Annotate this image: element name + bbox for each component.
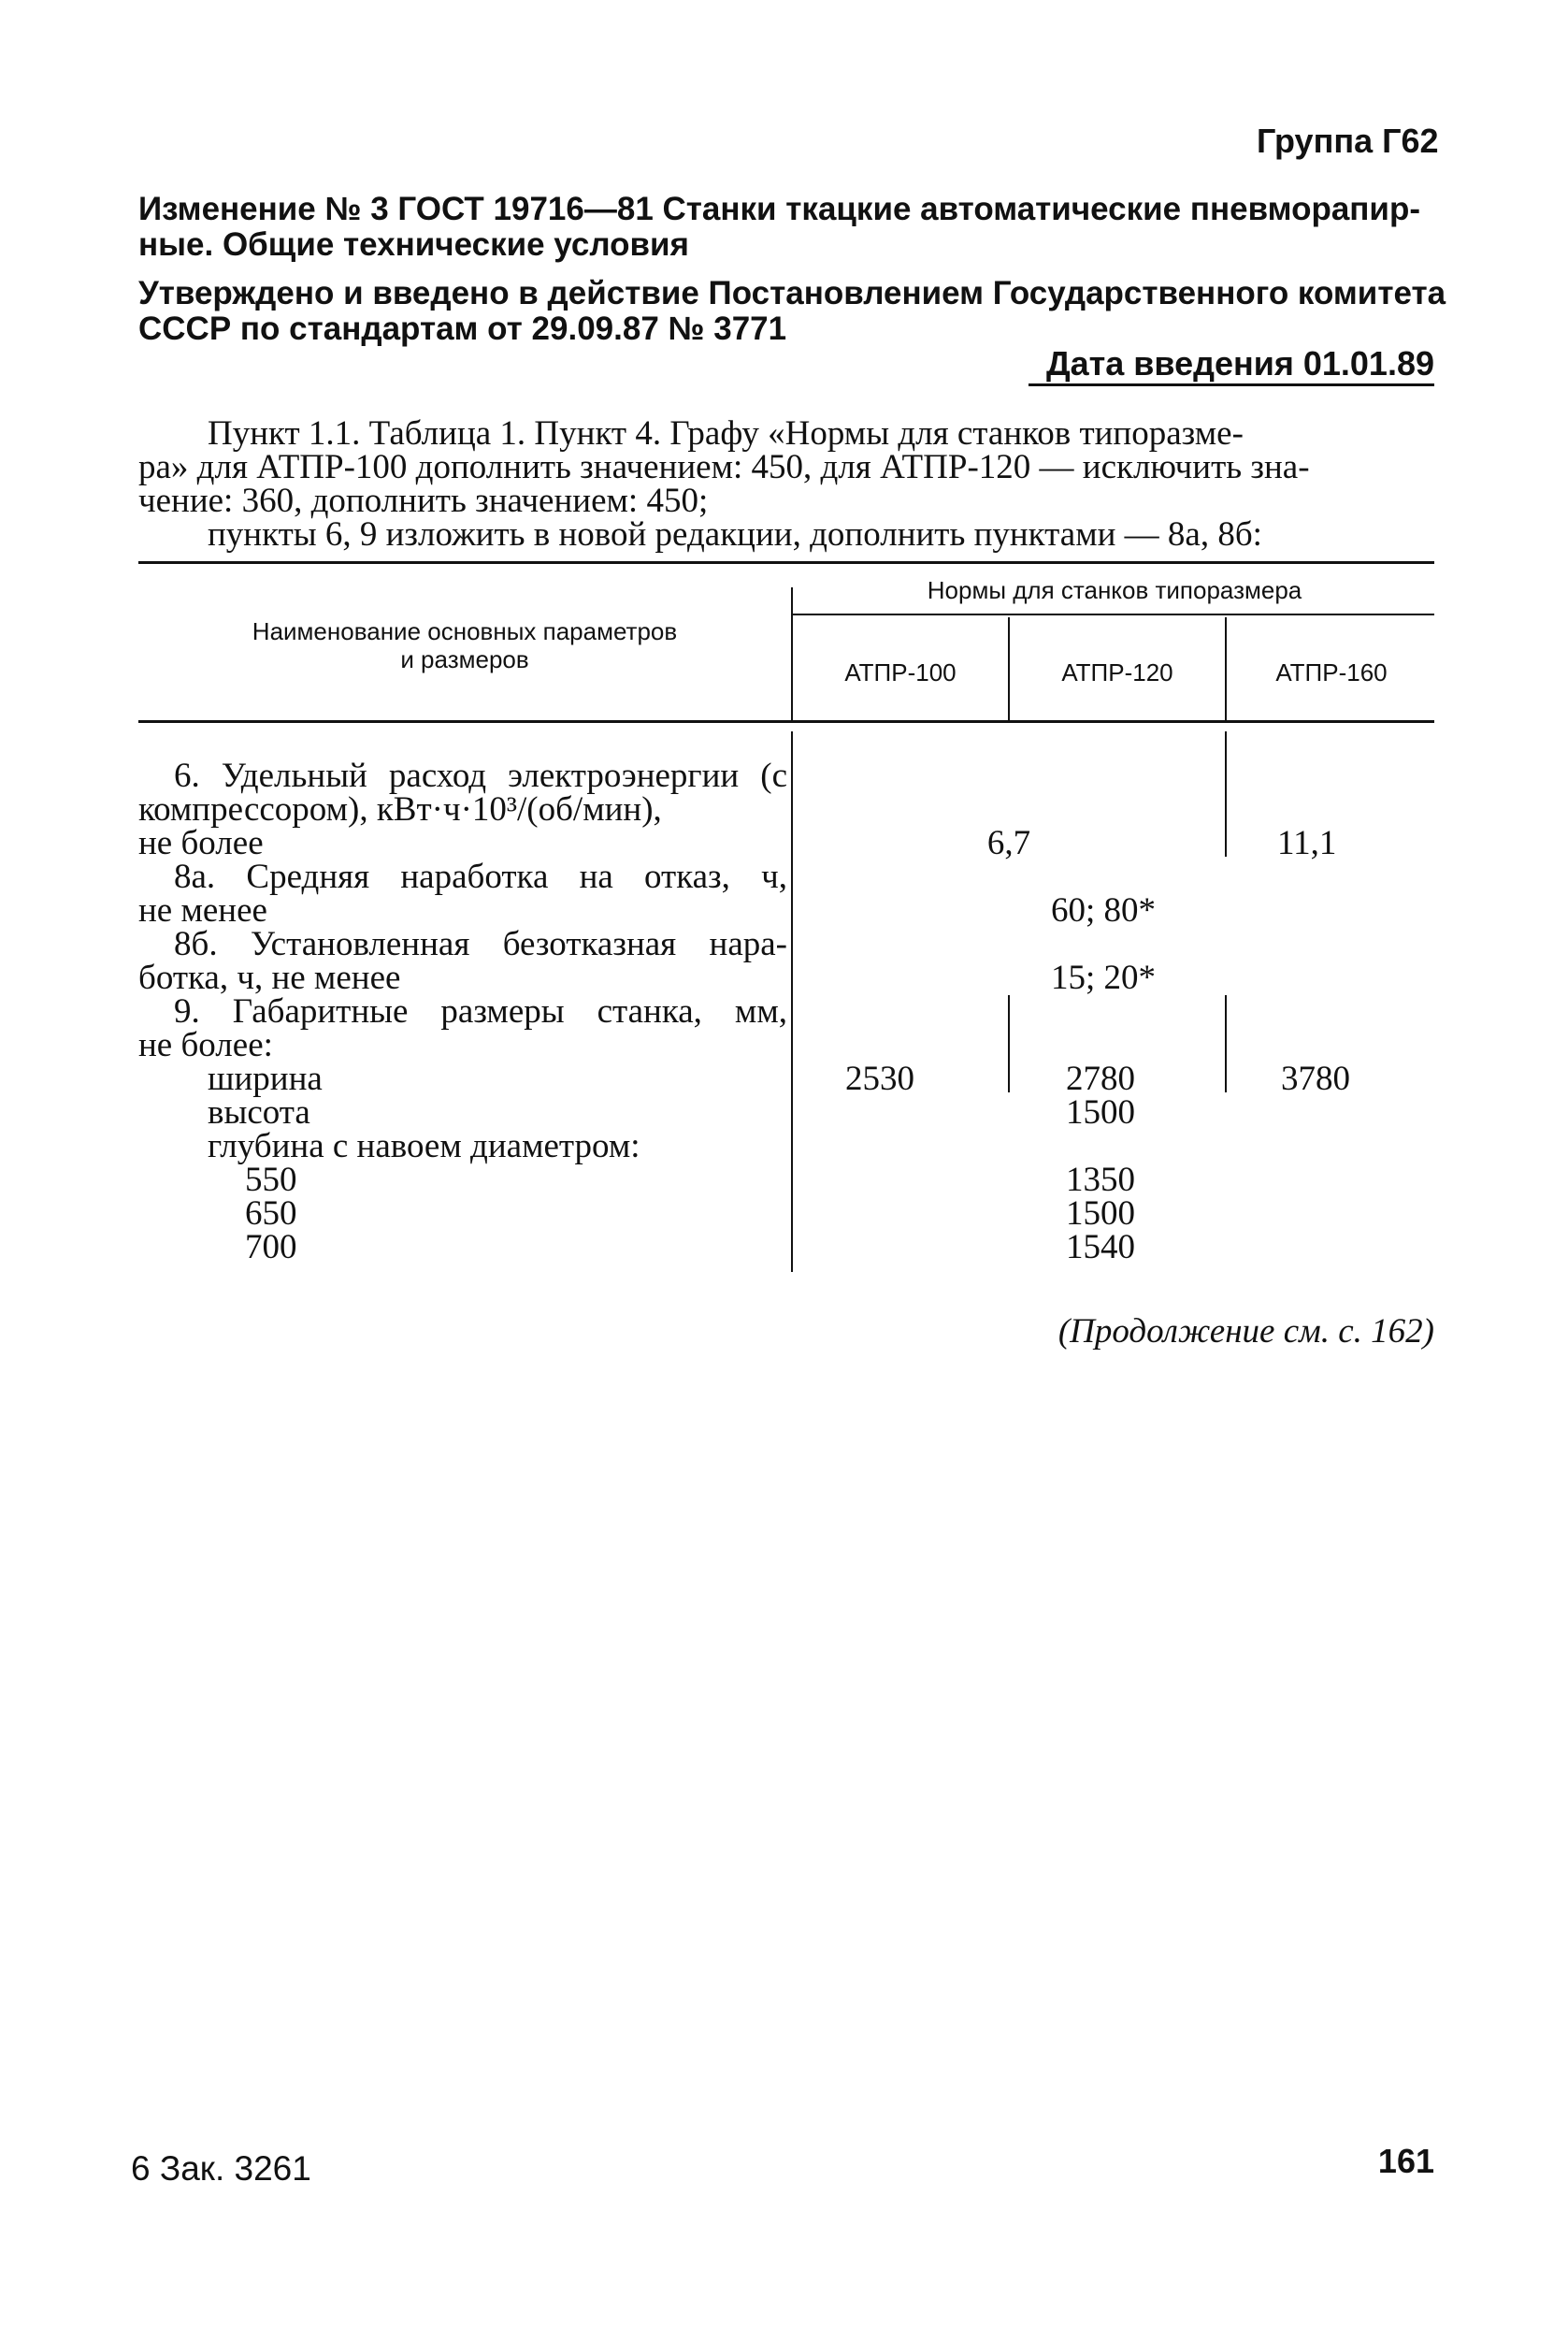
table-vline-160: [1225, 617, 1227, 720]
table-header-rule: [138, 720, 1434, 723]
approved-line1: Утверждено и введено в действие Постановлением Государственного комитета: [138, 275, 1446, 311]
row9-height-value: 1500: [1066, 1093, 1135, 1132]
row9-height-label: высота: [208, 1093, 310, 1132]
table-vline-param: [791, 587, 793, 720]
row6-line2: компрессором), кВт·ч·10³/(об/мин),: [138, 790, 662, 829]
body-line2: ра» для АТПР-100 дополнить значением: 450, для АТПР-120 — исключить зна-: [138, 448, 1310, 486]
row6-line3: не более: [138, 824, 264, 862]
row9-line2: не более:: [138, 1026, 273, 1064]
table-top-rule: [138, 561, 1434, 564]
row8a-value: 60; 80*: [1051, 891, 1157, 930]
row8b-value: 15; 20*: [1051, 959, 1157, 997]
norms-header: Нормы для станков типоразмера: [927, 576, 1302, 604]
footer-order-number: 6 Зак. 3261: [131, 2149, 311, 2188]
row9-depth-650-label: 650: [245, 1194, 297, 1233]
intro-date-underline: [1029, 383, 1434, 386]
page-number: 161: [1377, 2142, 1434, 2180]
row8a-line2: не менее: [138, 891, 267, 930]
table-body-vline-param: [791, 731, 793, 1272]
row9-width-label: ширина: [208, 1060, 323, 1098]
param-header-line1: Наименование основных параметров: [252, 617, 678, 645]
norms-subheader-rule: [793, 614, 1434, 615]
table-body-vline-160-b: [1225, 995, 1227, 1092]
col-header-atpr120: АТПР-120: [1061, 658, 1173, 686]
continuation-note: (Продолжение см. с. 162): [1057, 1312, 1434, 1351]
row6-value-atpr160: 11,1: [1277, 824, 1337, 862]
row9-depth-700-label: 700: [245, 1228, 297, 1266]
table-body-vline-120-b: [1008, 995, 1010, 1092]
table-vline-120: [1008, 617, 1010, 720]
row6-line1: 6. Удельный расход электроэнергии (с: [174, 757, 787, 795]
col-header-atpr100: АТПР-100: [844, 658, 957, 686]
approved-line2: СССР по стандартам от 29.09.87 № 3771: [138, 311, 787, 347]
row6-value-atpr100-120: 6,7: [986, 824, 1031, 862]
row9-depth-550-label: 550: [245, 1161, 297, 1199]
row8a-line1: 8а. Средняя наработка на отказ, ч,: [174, 858, 787, 896]
row8b-line2: ботка, ч, не менее: [138, 959, 401, 997]
row8b-line1: 8б. Установленная безотказная нара-: [174, 925, 787, 963]
row9-depth-550-value: 1350: [1066, 1161, 1135, 1199]
row9-depth-label: глубина с навоем диаметром:: [208, 1127, 640, 1165]
row9-depth-700-value: 1540: [1066, 1228, 1135, 1266]
row9-depth-650-value: 1500: [1066, 1194, 1135, 1233]
body-line3: чение: 360, дополнить значением: 450;: [138, 482, 709, 520]
body-line4: пункты 6, 9 изложить в новой редакции, дополнить пунктами — 8а, 8б:: [208, 515, 1262, 554]
table-body-vline-160-a: [1225, 731, 1227, 857]
param-header-line2: и размеров: [400, 645, 529, 673]
row9-width-atpr160: 3780: [1281, 1060, 1350, 1098]
group-label: Группа Г62: [1257, 122, 1439, 160]
amendment-title-line2: ные. Общие технические условия: [138, 226, 689, 263]
col-header-atpr160: АТПР-160: [1275, 658, 1388, 686]
row9-line1: 9. Габаритные размеры станка, мм,: [174, 992, 787, 1031]
row9-width-atpr100: 2530: [845, 1060, 914, 1098]
intro-date: Дата введения 01.01.89: [1045, 344, 1434, 383]
amendment-title-line1: Изменение № 3 ГОСТ 19716—81 Станки ткацкие автоматические пневморапир-: [138, 191, 1420, 227]
row9-width-atpr120: 2780: [1066, 1060, 1135, 1098]
body-line1: Пункт 1.1. Таблица 1. Пункт 4. Графу «Нормы для станков типоразме-: [208, 414, 1244, 453]
